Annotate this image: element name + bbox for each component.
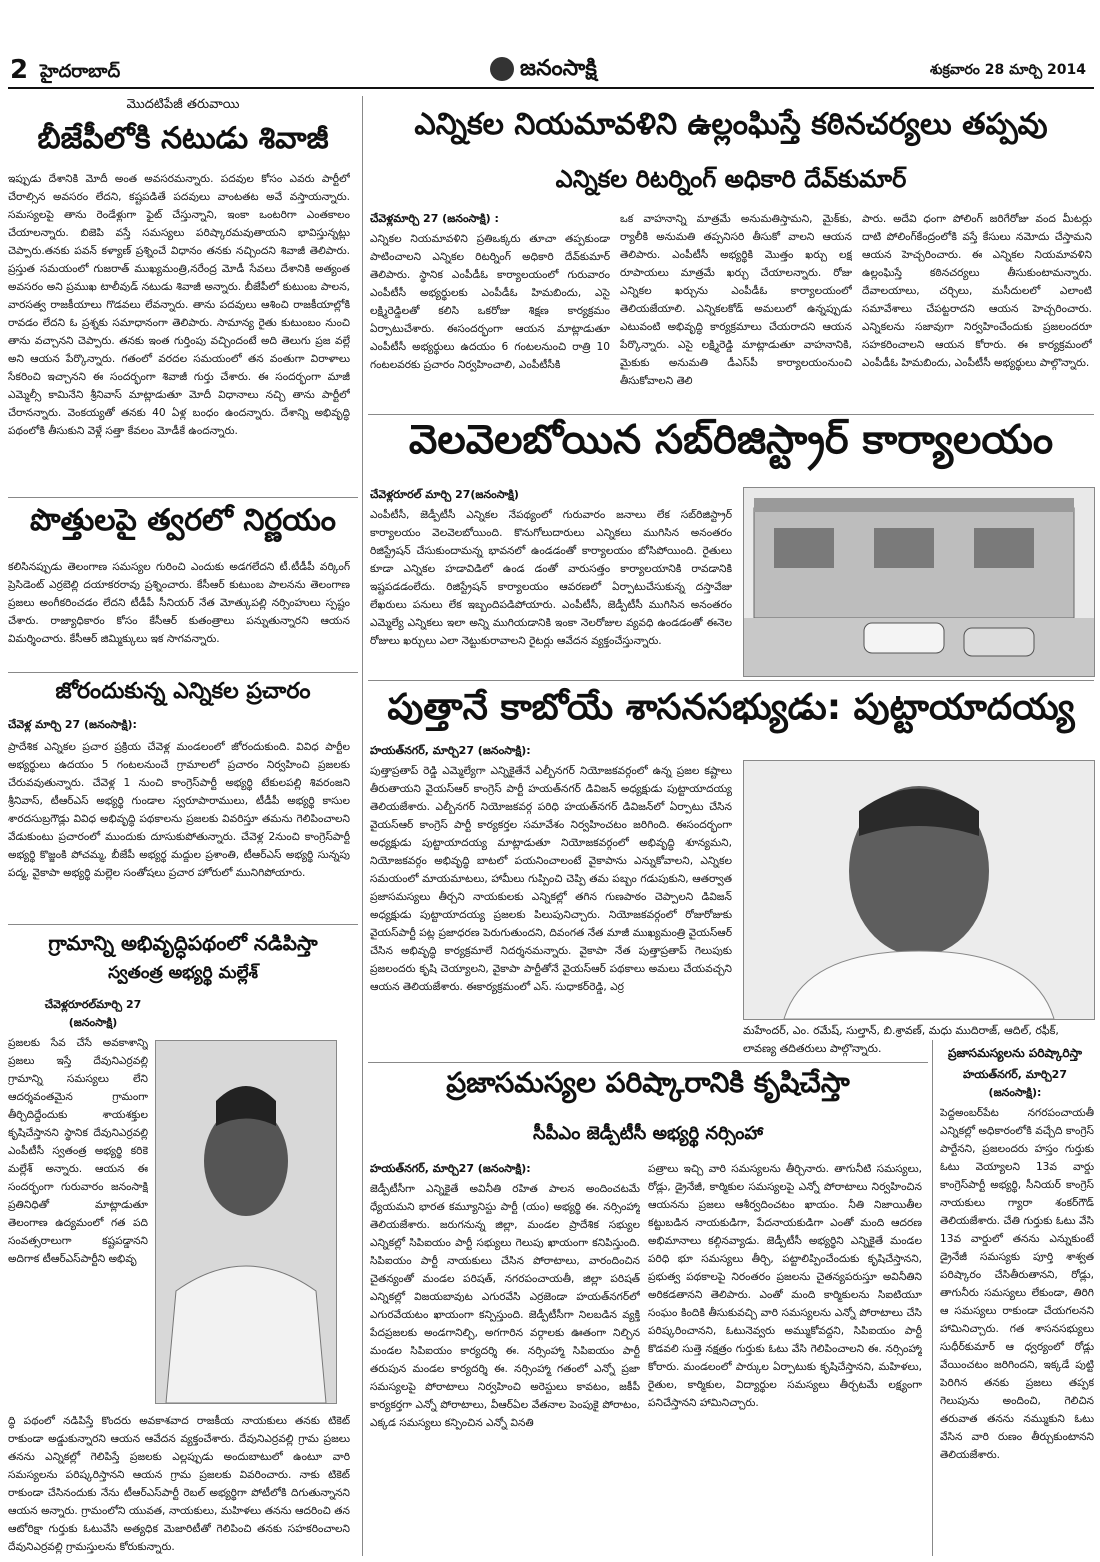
logo-icon	[490, 57, 514, 81]
issue-date: శుక్రవారం 28 మార్చి 2014	[929, 62, 1086, 78]
campaign-dateline: చేవెళ్ల మార్చి 27 (జనంసాక్షి):	[8, 718, 137, 731]
problems-body: పెద్దఅంబర్‌పేట నగరపంచాయతీ ఎన్నికల్లో అధికారంలోకి వచ్చేది కాంగ్రెస్ పార్టేనని, ప్రజలందరు హస్తం గుర్తుకు ఓటు వెయ్యాలని 13వ వార్డు కాంగ్రెస్‌పార్టీ అభ్యర్థి, సీనియర్ కాంగ్రెస్ నాయకులు గ్యారా శంకర్‌గౌడ్ తెలియజేశారు. చేతి గుర్తుకు ఓటు వేసి 13వ వార్డులో తనను ఎన్నుకుంటే డ్రైనేజీ సమస్యకు పూర్తి శాశ్వత పరిష్కారం చేసితీరుతానని, రోడ్లు, తాగునీరు సమస్యలు లేకుండా, తిరిగి ఆ సమస్యలు రాకుండా చేయగలనని హామినిచ్చారు. గత శాసనసభ్యులు సుధీర్‌కుమార్ ఆ ధ్వర్యంలో రోడ్లు వేయించటం జరిగిందని, ఇక్కడే పుట్టి పెరిగిన తనకు ప్రజలు తప్పక గెలుపును అందించి, గెలిచిన తరువాత తనను నమ్ముకుని ఓటు వేసిన వారి రుణం తీర్చుకుంటానని తెలియజేశారు.	[940, 1107, 1094, 1461]
person-portrait-icon	[156, 1041, 336, 1403]
rules-col1: ఎన్నికల నియమావళిని ప్రతిఒక్కరు తూచా తప్పకుండా పాటించాలని ఎన్నికల రిటర్నింగ్ అధికారి దేవ్‌కుమార్ తెలిపారు. స్థానిక ఎంపీడీఓ కార్యాలయంలో గురువారం ఎంపీటీసీ అభ్యర్థులకు ఎంపీడీఓ హిమబిందు, ఎసై లక్ష్మిరెడ్డిలతో కలిసి ఒకరోజు శిక్షణ కార్యక్రమం ఏర్పాటుచేశారు. ఈసందర్భంగా ఆయన మాట్లాడుతూ ఎంపీటీసీ అభ్యర్థులు ఉదయం 6 గంటలనుంచి రాత్రి 10 గంటలవరకు ప్రచారం నిర్వహించాలి, ఎంపీటీసీకి	[370, 233, 610, 371]
village-dateline: చేవెళ్లరూరల్‌మార్చి 27 (జనంసాక్షి)	[44, 998, 142, 1029]
narsimha-dateline: హయత్‌నగర్, మార్చి27 (జనంసాక్షి):	[370, 1162, 531, 1175]
subregistrar-headline: వెలవెలబోయిన సబ్‌రిజిస్ట్రార్ కార్యాలయం	[408, 417, 1054, 463]
rules-col2: ఒక వాహనాన్ని మాత్రమే అనుమతిస్తామని, మైక్‌కు, ర్యాలీకి అనుమతి తప్పనిసరి తీసుకో వాలని ఆయన తెలిపారు. ఎంపీటీసీ అభ్యర్థికి మొత్తం ఖర్చు లక్ష రూపాయలు మాత్రమే ఖర్చు చేయాలన్నారు. రోజు ఎన్నికల ఖర్చును ఎంపీడీఓ కార్యాలయంలో తెలియజేయాలి. ఎన్నికలకోడ్ అమలులో ఉన్నప్పుడు ఎటువంటి అభివృద్ధి కార్యక్రమాలు చేయరాదని ఆయన పేర్కొన్నారు. ఎసై లక్ష్మిరెడ్డి మాట్లాడుతూ వాహనానికి, మైకుకు అనుమతి డీఎస్‌పీ కార్యాలయంనుంచి తీసుకోవాలని తెలి	[620, 213, 852, 387]
village-body-narrow: ప్రజలకు సేవ చేసే అవకాశాన్ని ప్రజలు ఇస్తే దేవునిఎర్రవల్లి గ్రామాన్ని సమస్యలు లేని ఆదర్శవంతమైన గ్రామంగా తీర్చిదిద్దేందుకు శాయశక్తుల కృషిచేస్తానని స్థానిక దేవునిఎర్రవల్లి ఎంపీటీసీ స్వతంత్ర అభ్యర్థి కరికె మల్లేశ్ అన్నారు. ఆయన ఈ సందర్భంగా గురువారం జనంసాక్షి ప్రతినిధితో మాట్లాడుతూ తెలంగాణ ఉద్యమంలో గత పది సంవత్సరాలుగా కష్టపడ్డానని అదిగాక టీఆర్ఎస్‌పార్టీని అభివృ	[8, 1037, 148, 1265]
city-name: హైదరాబాద్	[40, 61, 121, 82]
decision-headline: పొత్తులపై త్వరలో నిర్ణయం	[30, 503, 336, 538]
problems-dateline: హయత్‌నగర్, మార్చి27 (జనంసాక్షి):	[963, 1068, 1067, 1099]
village-body-wide: ద్ధి పథంలో నడిపిస్తే కొందరు అవకాశవాద రాజకీయ నాయకులు తనకు టికెట్ రాకుండా అడ్డుకున్నారని ఆయన ఆవేదన వ్యక్తంచేశారు. దేవునిఎర్రవల్లి గ్రామ ప్రజలు తనను ఎన్నికల్లో గెలిపిస్తే ప్రజలకు ఎల్లప్పుడు అందుబాటులో ఉంటూ వారి సమస్యలను పరిష్కరిస్తానని ఆయన గ్రామ ప్రజలకు వివరించారు. నాకు టికెట్ రాకుండా చేసినందుకు నేను టీఆర్ఎస్‌పార్టీ రెబల్ అభ్యర్థిగా పోటీలోకి దిగుతున్నానని ఆయన అన్నారు. గ్రామంలోని యువత, నాయకులు, మహిళలు తనను ఆదరించి తన ఆటోరిక్షా గుర్తుకు ఓటువేసి అత్యధిక మెజారిటీతో గెలిపించి తనకు సహకరించాలని దేవునిఎర్రవల్లి గ్రామస్తులను కోరుకున్నారు.	[8, 1415, 350, 1553]
divider	[368, 680, 1094, 681]
puttayadayya-caption: మహేందర్, ఎం. రమేష్, సుల్తాన్, బి.శ్రావణ్, మధు ముదిరాజ్, ఆదిల్, రఫీక్, లావణ్య తదితరులు పాల్గొన్నారు.	[743, 1024, 1059, 1055]
page-number: 2	[10, 55, 29, 85]
newspaper-logo	[490, 54, 597, 84]
masthead-rule	[8, 87, 1094, 89]
narsimha-subhead: సీపీఎం జెడ్పీటీసీ అభ్యర్థి నర్సింహా	[532, 1123, 764, 1144]
rules-headline: ఎన్నికల నియమావళిని ఉల్లంఘిస్తే కఠినచర్యలు తప్పవు	[414, 107, 1048, 142]
office-photo	[743, 487, 1095, 677]
decision-body: కలిసినప్పుడు తెలంగాణ సమస్యల గురించి ఎందుకు అడగలేదని టీ.టీడీపీ వర్కింగ్ ప్రెసిడెంట్ ఎర్రబెల్లి దయాకరరావు ప్రశ్నించారు. కేసీఆర్ కుటుంబ పాలనను తెలంగాణ ప్రజలు అంగీకరించడం లేదని టీడీపీ సీనియర్ నేత మోత్కుపల్లి నర్సింహులు స్పష్టం చేశారు. రాజ్యాధికారం కోసం కేసీఆర్ కుతంత్రాలు పన్నుతున్నారని ఆయన విమర్శించారు. కేసీఆర్ జిమ్మిక్కులు ఇక సాగవన్నారు.	[8, 561, 350, 645]
rules-dateline: చేవెళ్లమార్చి 27 (జనంసాక్షి) :	[370, 212, 499, 225]
subregistrar-body: ఎంపీటీసీ, జెడ్పీటీసీ ఎన్నికల నేపథ్యంలో గురువారం జనాలు లేక సబ్‌రిజిస్ట్రార్ కార్యాలయం వెలవెలబోయింది. కొనుగోలుదారులు ఎన్నికలు ముగిసిన అనంతరం రిజిస్ట్రేషన్ చేసుకుందామన్న భావనలో ఉండడంతో కార్యాలయం బోసిపోయింది. రైతులు కూడా ఎన్నికల హడావిడిలో ఉండ డంతో వారుసత్తం కార్యాలయానికి రావడానికి ఇష్టపడడంలేదు. రిజిస్ట్రేషన్ కార్యాలయం ఆవరణలో ఏర్పాటుచేసుకున్న దస్తావేజు లేఖరులు పనులు లేక ఇబ్బందిపడిపోయారు. ఎంపీటీసీ, జెడ్పీటీసీ ముగిసిన అనంతరం ఎమ్మెల్యే ఎన్నికలు ఇలా అన్ని ముగియడానికి ఇంకా నెలరోజుల వ్యవధి ఉండడంతో ఈనెల రోజులు ఖర్చులు ఎలా నెట్టుకురావాలని రైటర్లు ఆవేదన వ్యక్తంచేస్తున్నారు.	[370, 509, 732, 647]
village-subhead: స్వతంత్ర అభ్యర్థి మల్లేశ్	[108, 963, 258, 983]
puttayadayya-body: పుత్తాప్రతాప్ రెడ్డి ఎమ్మెల్యేగా ఎన్నికైతేనే ఎల్బీనగర్ నియోజకవర్గంలో ఉన్న ప్రజల కష్టాలు తీరుతాయని వైయస్ఆర్ కాంగ్రెస్ పార్టీ హయత్‌నగర్ డివిజన్ అధ్యక్షుడు పుట్టాయాదయ్య తెలియజేశారు. ఎల్బీనగర్ నియోజకవర్గ పరిధి హయత్‌నగర్ డివిజన్‌లో ఏర్పాటు చేసిన వైయస్ఆర్ కాంగ్రెస్ పార్టీ కార్యకర్తల సమావేశం నిర్వహించటం జరిగింది. ఈసందర్భంగా అధ్యక్షుడు పుట్టాయాదయ్య మాట్లాడుతూ నియోజకవర్గంలో అభివృద్ధి శూన్యమని, నియోజకవర్గం అభివృద్ధి బాటలో పయనించాలంటే వైకాపాను ఎన్నుకోవాలని, ఎన్నికల సమయంలో మాయమాటలు, హామీలు గుప్పించి చెప్పి తమ పబ్బం గడుపుకుని, ఆతర్వాత ప్రజాసమస్యలు తీర్చని నాయకులకు ఎన్నికల్లో తగిన గుణపాఠం చెప్పాలని డివిజన్ అధ్యక్షుడు పుట్టాయాదయ్య ప్రజలకు పిలుపునిచ్చారు. నియోజకవర్గంలో రోజురోజుకు వైయస్‌పార్టీ పట్ల ప్రజాధరణ పెరుగుతుందని, దివంగత నేత మాజీ ముఖ్యమంత్రి వైయస్ఆర్ చేసిన అభివృద్ధి కార్యక్రమాలే నిదర్శనమన్నారు. వైకాపా నేత పుత్తాప్రతాప్ గెలుపుకు ప్రజలందరు కృషి చెయ్యాలని, వైకాపా పార్టీతోనే వైయస్ఆర్ పథకాలు అమలు చేయవచ్చని ఆయన తెలియజేశారు. ఈకార్యక్రమంలో ఎస్. సుధాకర్‌రెడ్డి, ఎర్ర	[370, 765, 732, 993]
shivaji-body: ఇప్పుడు దేశానికి మోదీ అంత అవసరమన్నారు. పదవుల కోసం ఎవరు పార్టీలో చేరాల్సిన అవసరం లేదని, కష్టపడితే పదవులు వాంటతట అవే వస్తాయన్నారు. సమస్యలపై తాను రెండేళ్లుగా ఫైట్ చేస్తున్నాని, ఇంకా ఒంటరిగా ఎంతకాలం చేయాలన్నారు. బిజెపి వస్తే సమస్యలు పరిష్కారమవుతాయని భావిస్తున్నట్లు చెప్పారు.తనకు పవన్ కళ్యాణ్ ప్రశ్నించే విధానం తనకు నచ్చిందని శివాజీ తెలిపారు. ప్రస్తుత సమయంలో గుజరాత్ ముఖ్యమంత్రి,నరేంద్ర మోడీ సేవలు దేశానికి అత్యంత అవసరం అని ప్రముఖ టాలీవుడ్ నటుడు శివాజీ అన్నారు. బీజేపీలో కుటుంబ పాలన, వారసత్వ రాజకీయాలు గొడవలు లేవన్నారు. తాను పదవులు ఆశించి రాజకీయాల్లోకి రావడం లేదని ఓ ప్రశ్నకు సమాధానంగా తెలిపారు. సామాన్య రైతు కుటుంబం నుంచి తాను వచ్చానని చెప్పారు. తనకు ఇంత గుర్తింపు వచ్చిందంటే అది తెలుగు ప్రజ వల్లే అని ఆయన పేర్కొన్నారు. గతంలో వరదల సమయంలో తన వంతుగా విరాళాలు సేకరించి ఇచ్చానని ఈ సందర్భంగా శివాజీ గుర్తు చేశారు. ఈ సందర్భంగా మాజీ ఎమ్మెల్సీ కామినేని శ్రీనివాస్ మాట్లాడుతూ మోదీ విధానాలు నచ్చి తాను పార్టీలో చేరానన్నారు. వెంకయ్యతో తనకు 40 ఏళ్ల బంధం ఉందన్నారు. దేశాన్ని అభివృద్ధి పథంలోకి తీసుకుని వెళ్లే సత్తా కేవలం మోడీకే ఉందన్నారు.	[8, 173, 350, 437]
rules-subhead: ఎన్నికల రిటర్నింగ్ అధికారి దేవ్‌కుమార్	[555, 165, 907, 193]
divider	[8, 497, 358, 498]
divider	[8, 672, 358, 673]
subregistrar-dateline: చేవెళ్లరూరల్ మార్చి 27(జనంసాక్షి)	[370, 488, 519, 501]
narsimha-col1: జెడ్పీటీసీగా ఎన్నికైతే అవినీతి రహిత పాలన అందించటమే ధ్యేయమని భారత కమ్యూనిస్టు పార్టీ (యం) అభ్యర్థి ఈ. నర్సింహ్మా తెలియజేశారు. జరుగనున్న జిల్లా, మండల ప్రాదేశిక సభ్యుల ఎన్నికల్లో సిపిఐయం పార్టీ సభ్యులు గెలుపు ఖాయంగా కనిపిస్తుంది. సిపిఐయం పార్టీ నాయకులు చేసిన పోరాటాలు, వారందించిన చైతన్యంతో మండల పరిషత్, నగరపంచాయతీ, జిల్లా పరిషత్ ఎన్నికల్లో విజయబావుట ఎగురవేసి ఎర్రజెండా హయత్‌నగర్‌లో ఎగురవేయటం ఖాయంగా కన్పిస్తుంది. జెడ్పీటీసీగా నిలబడిన వ్యక్తి పేదప్రజలకు అండగానిల్చి, అగగారిన వర్గాలకు ఊతంగా నిల్చిన మండల సిపిఐయం కార్యదర్శి ఈ. నర్సింహ్మా సిపిఐయం పార్టీ తరుపున మండల కార్యదర్శి ఈ. నర్సింహ్మా గతంలో ఎన్నో ప్రజా సమస్యలపై పోరాటాలు నిర్వహించి అరెస్టులు కావటం, జకీపీ కార్యకర్తగా ఎన్నో పోరాటాలు, వీఆర్ఏల వేతనాల పెంపుకై పోరాటం, ఎక్కడ సమస్యలు కన్పించిన ఎన్నో వినతి	[370, 1183, 640, 1429]
village-headline: గ్రామాన్ని అభివృద్ధిపథంలో నడిపిస్తా	[48, 931, 318, 955]
divider	[368, 414, 1094, 415]
divider	[8, 924, 358, 925]
column-divider	[932, 1040, 933, 1556]
candidate-photo	[155, 1040, 337, 1404]
puttayadayya-headline: పుత్తానే కాబోయే శాసనసభ్యుడు: పుట్టాయాదయ్య	[387, 687, 1075, 728]
narsimha-headline: ప్రజాసమస్యల పరిష్కారానికి కృషిచేస్తా	[446, 1066, 850, 1099]
paper-name: జనంసాక్షి	[520, 56, 597, 81]
leader-photo	[743, 760, 1095, 1020]
problems-kicker: ప్రజాసమస్యలను పరిష్కారిస్తా	[947, 1046, 1083, 1060]
narsimha-col2: పత్రాలు ఇచ్చి వారి సమస్యలను తీర్చినారు. తాగునీటి సమస్యలు, రోడ్లు, డ్రైనేజీ, కార్మికుల సమస్యలపై ఎన్నో పోరాటాలు నిర్వహించిన ఆయనను ప్రజలు ఆశీర్వదించటం ఖాయం. నీతి నిజాయితీల కట్టుబడిన నాయకుడిగా, పేదనాయకుడిగా ఎంతో మంది ఆదరణ అభిమానాలు కల్గినవ్యాడు. జెడ్పీటీసీ అభ్యర్థిని ఎన్నికైతే మండల పరిధి భూ సమస్యలు తీర్చి, పట్టాలిప్పించేందుకు కృషిచేస్తానని, ప్రభుత్వ పథకాలపై నిరంతరం ప్రజలను చైతన్యపరుస్తూ అవినీతిని అరికడతానని తెలిపారు. ఎంతో మంది కార్మికులను సిఐటియూ సంఘం కిందికి తీసుకువచ్చి వారి సమస్యలను ఎన్నో పోరాటాలు చేసి పరిష్కరించానని, ఓటునెవ్వరు అమ్ముకోవద్దని, సిపిఐయం పార్టీ కొడవలి సుత్తె నక్షత్రం గుర్తుకు ఓటు వేసి గెలిపించాలని ఈ. నర్సింహ్మా కోరారు. మండలంలో పార్కుల ఏర్పాటుకు కృషిచేస్తానని, మహిళలు, రైతుల, కార్మికుల, విద్యార్థుల సమస్యలు తీర్చటమే లక్ష్యంగా పనిచేస్తానని హామినిచ్చారు.	[648, 1163, 922, 1409]
divider	[368, 1062, 928, 1063]
building-icon	[744, 488, 1094, 676]
shivaji-headline: బీజేపీలోకి నటుడు శివాజీ	[37, 121, 329, 156]
campaign-headline: జోరందుకున్న ఎన్నికల ప్రచారం	[55, 679, 311, 704]
puttayadayya-dateline: హయత్‌నగర్, మార్చి27 (జనంసాక్షి):	[370, 744, 531, 757]
person-portrait-icon	[744, 761, 1094, 1019]
shivaji-kicker: మొదటిపేజీ తరువాయి	[126, 97, 240, 112]
rules-col3: పారు. అదేవి ధంగా పోలింగ్ జరిగేరోజు వంద మీటర్లు దాటి పోలింగ్‌కేంద్రంలోకి వస్తే కేసులు నమోదు చేస్తామని ఆయన హెచ్చరించారు. ఈ ఎన్నికల నియమావళిని ఉల్లంఘిస్తే కఠినచర్యలు తీసుకుంటామన్నారు. దేవాలయాలు, చర్చిలు, మసీదులలో ఎలాంటి సమావేశాలు చేపట్టరాదని ఆయన హెచ్చరించారు. ఎన్నికలను సజావుగా నిర్వహించేందుకు ప్రజలందరూ సహకరించాలని ఆయన కోరారు. ఈ కార్యక్రమంలో ఎంపీడీఓ హిమబిందు, ఎంపీటీసీ అభ్యర్థులు పాల్గొన్నారు.	[862, 213, 1092, 369]
campaign-body: ప్రాదేశిక ఎన్నికల ప్రచార ప్రక్రియ చేవెళ్ల మండలంలో జోరందుకుంది. వివిధ పార్టీల అభ్యర్థులు ఉదయం 5 గంటలనుంచే గ్రామాలలో ప్రచారం నిర్వహించి ప్రజలకు చేరువవుతున్నారు. చేవెళ్ల 1 నుంచి కాంగ్రెస్‌పార్టీ అభ్యర్థి టేకులపల్లి శివరంజని శ్రీనివాస్, టీఆర్ఎస్ అభ్యర్థి గుండాల స్వరూపారాములు, టీడీపీ అభ్యర్థి కాసుల శారదసుబ్రగౌడ్లు వివిధ అభివృద్ధి పథకాలను ప్రజలకు వివరిస్తూ తమను గెలిపించాలని వేడుకుంటు ప్రచారంలో ముందుకు దూసుకుపోతున్నారు. చేవెళ్ల 2నుంచి కాంగ్రెస్‌పార్టీ అభ్యర్థి కొజ్జంకి పోచమ్మ, బీజేపీ అభ్యర్థ మద్దుల ప్రశాంతి, టీఆర్ఎస్ అభ్యర్థి సున్నపు పద్మ, వైకాపా అభ్యర్థి మల్లెల సంతోషలు ప్రచార హోరులో మునిగిపోయారు.	[8, 741, 350, 879]
column-divider	[362, 96, 363, 1556]
